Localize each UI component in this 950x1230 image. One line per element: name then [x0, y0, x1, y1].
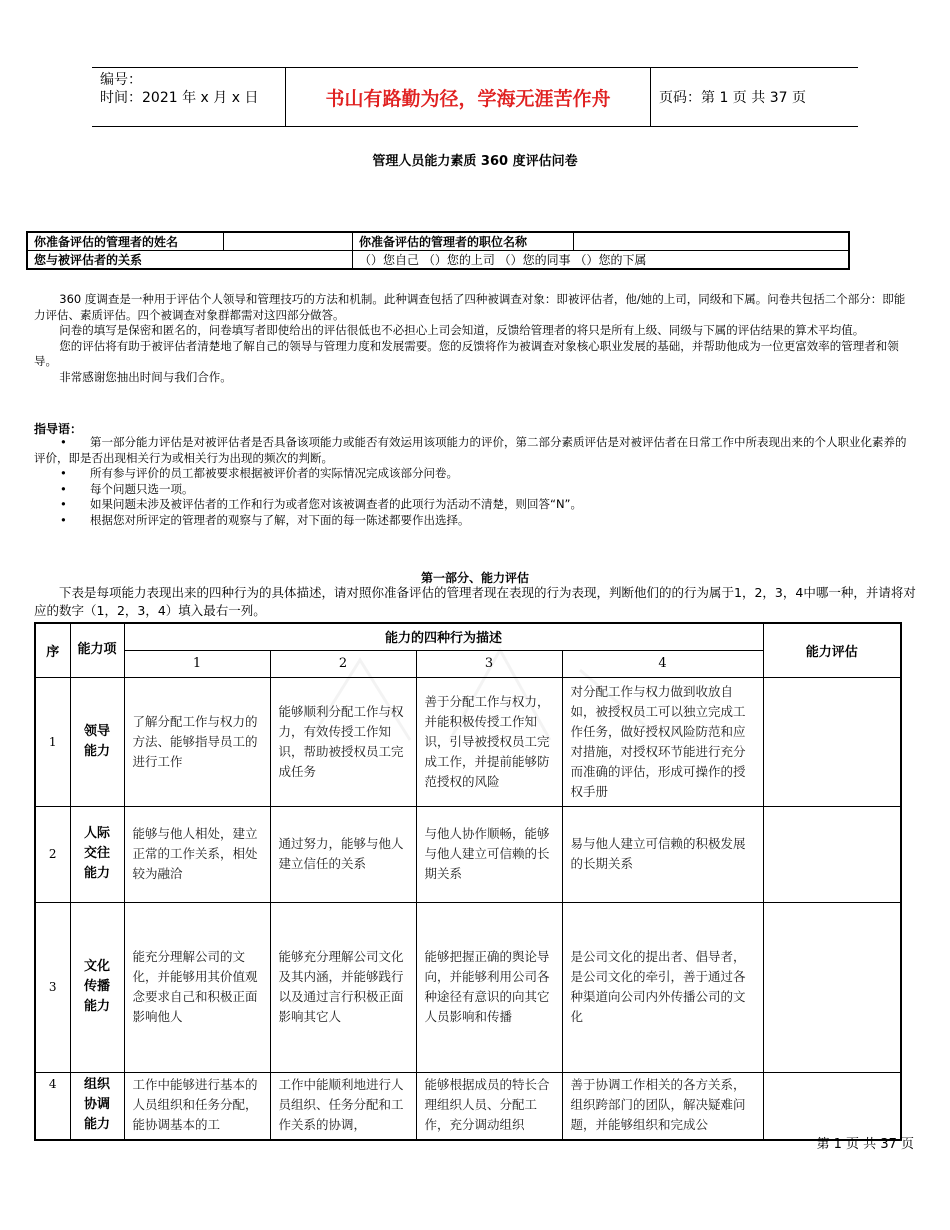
level-header: 3	[416, 650, 562, 677]
behavior-cell: 通过努力，能够与他人建立信任的关系	[270, 806, 416, 902]
bullet-icon: •	[60, 466, 67, 480]
evaluatee-name-label: 你准备评估的管理者的姓名	[27, 232, 224, 251]
behavior-cell: 能够把握正确的舆论导向，并能够利用公司各种途径有意识的向其它人员影响和传播	[416, 902, 562, 1072]
table-row	[35, 1072, 901, 1140]
level-header: 1	[124, 650, 270, 677]
eval-input-cell[interactable]	[763, 902, 901, 1072]
row-competency: 领导能力	[70, 677, 124, 806]
bullet-icon: •	[60, 481, 67, 496]
time-label: 时间：2021 年 x 月 x 日	[100, 90, 259, 106]
header-meta	[92, 68, 286, 126]
evaluatee-info-table	[26, 231, 850, 270]
behavior-cell: 善于分配工作与权力，并能积极传授工作知识，引导被授权员工完成工作，并提前能够防范授权的风险	[416, 677, 562, 806]
intro-paragraph: 问卷的填写是保密和匿名的，问卷填写者即使给出的评估很低也不必担心上司会知道，反馈给管理者的将只是所有上级、同级与下属的评估结果的算术平均值。	[59, 323, 865, 337]
eval-input-cell[interactable]	[763, 677, 901, 806]
eval-input-cell[interactable]	[763, 1072, 901, 1140]
intro-paragraph: 360 度调查是一种用于评估个人领导和管理技巧的方法和机制。此种调查包括了四种被调查对象：即被评估者，他/她的上司，同级和下属。问卷共包括二个部分：即能力评估、素质评估。四个被调查对象群都需对这四部分做答。	[34, 292, 906, 322]
row-seq: 2	[35, 806, 70, 902]
guide-title: 指导语：	[34, 422, 83, 436]
intro-paragraph: 您的评估将有助于被评估者清楚地了解自己的领导与管理力度和发展需要。您的反馈将作为被调查对象核心职业发展的基础，并帮助他成为一位更富效率的管理者和领导。	[34, 338, 899, 368]
behavior-cell: 能够顺利分配工作与权力，有效传授工作知识，帮助被授权员工完成任务	[270, 677, 416, 806]
row-seq: 4	[35, 1072, 70, 1140]
behavior-cell: 能充分理解公司的文化，并能够用其价值观念要求自己和积极正面影响他人	[124, 902, 270, 1072]
intro-paragraph: 非常感谢您抽出时间与我们合作。	[59, 369, 232, 384]
evaluatee-position-field[interactable]	[574, 232, 850, 251]
behavior-cell: 能够充分理解公司文化及其内涵，并能够践行以及通过言行积极正面影响其它人	[270, 902, 416, 1072]
row-seq: 3	[35, 902, 70, 1072]
competency-table	[34, 622, 902, 1141]
col-behaviors-header: 能力的四种行为描述	[124, 623, 763, 650]
bullet-icon: •	[60, 435, 67, 449]
row-seq: 1	[35, 677, 70, 806]
page-footer: 第 1 页 共 37 页	[816, 1137, 914, 1152]
relation-label: 您与被评估者的关系	[27, 251, 353, 270]
behavior-cell: 是公司文化的提出者、倡导者，是公司文化的牵引，善于通过各种渠道向公司内外传播公司的文化	[562, 902, 763, 1072]
document-header	[92, 67, 858, 127]
document-title: 管理人员能力素质 360 度评估问卷	[372, 154, 578, 169]
behavior-cell: 易与他人建立可信赖的积极发展的长期关系	[562, 806, 763, 902]
bullet-icon: •	[60, 512, 67, 527]
behavior-cell: 能够与他人相处，建立正常的工作关系，相处较为融洽	[124, 806, 270, 902]
row-competency: 人际交往能力	[70, 806, 124, 902]
level-header: 4	[562, 650, 763, 677]
page-info: 页码：第 1 页 共 37 页	[659, 90, 806, 106]
col-eval-header: 能力评估	[763, 623, 901, 677]
behavior-cell: 了解分配工作与权力的方法、能够指导员工的进行工作	[124, 677, 270, 806]
behavior-cell: 与他人协作顺畅，能够与他人建立可信赖的长期关系	[416, 806, 562, 902]
part1-title: 第一部分、能力评估	[420, 571, 529, 585]
behavior-cell: 善于协调工作相关的各方关系，组织跨部门的团队，解决疑难问题，并能够组织和完成公	[562, 1072, 763, 1140]
guide-item: • 根据您对所评定的管理者的观察与了解，对下面的每一陈述都要作出选择。	[60, 512, 470, 527]
row-competency: 文化传播能力	[70, 902, 124, 1072]
behavior-cell: 对分配工作与权力做到收放自如，被授权员工可以独立完成工作任务，做好授权风险防范和应对措施，对授权环节能进行充分而准确的评估，形成可操作的授权手册	[562, 677, 763, 806]
bullet-icon: •	[60, 497, 67, 511]
guide-item: • 如果问题未涉及被评估者的工作和行为或者您对该被调查者的此项行为活动不清楚，则回答“N”。	[60, 497, 583, 511]
table-row	[35, 902, 901, 1072]
guide-item: • 所有参与评价的员工都被要求根据被评价者的实际情况完成该部分问卷。	[60, 466, 458, 480]
table-row	[35, 806, 901, 902]
evaluatee-position-label: 你准备评估的管理者的职位名称	[353, 232, 574, 251]
behavior-cell: 工作中能够进行基本的人员组织和任务分配，能协调基本的工	[124, 1072, 270, 1140]
intro-section	[34, 292, 916, 385]
part1-description: 下表是每项能力表现出来的四种行为的具体描述，请对照你准备评估的管理者现在表现的行为表现，判断他们的的行为属于1，2，3，4中哪一种，并请将对应的数字（1，2，3，4）填入最右一列。	[34, 585, 916, 618]
guide-item: • 第一部分能力评估是对被评估者是否具备该项能力或能否有效运用该项能力的评价，第二部分素质评估是对被评估者在日常工作中所表现出来的个人职业化素养的评价，即是否出现相关行为或相关行为出现的频次的判断。	[34, 435, 907, 465]
guide-list	[34, 435, 916, 528]
table-row	[35, 677, 901, 806]
level-header: 2	[270, 650, 416, 677]
col-item-header: 能力项	[70, 623, 124, 677]
motto: 书山有路勤为径，学海无涯苦作舟	[286, 68, 651, 126]
col-seq-header: 序	[35, 623, 70, 677]
id-label: 编号：	[100, 72, 142, 88]
row-competency: 组织协调能力	[70, 1072, 124, 1140]
behavior-cell: 能够根据成员的特长合理组织人员、分配工作，充分调动组织	[416, 1072, 562, 1140]
relation-options[interactable]: （）您自己 （）您的上司 （）您的同事 （）您的下属	[353, 251, 850, 270]
guide-item: • 每个问题只选一项。	[60, 481, 194, 496]
eval-input-cell[interactable]	[763, 806, 901, 902]
evaluatee-name-field[interactable]	[224, 232, 353, 251]
behavior-cell: 工作中能顺利地进行人员组织、任务分配和工作关系的协调，	[270, 1072, 416, 1140]
